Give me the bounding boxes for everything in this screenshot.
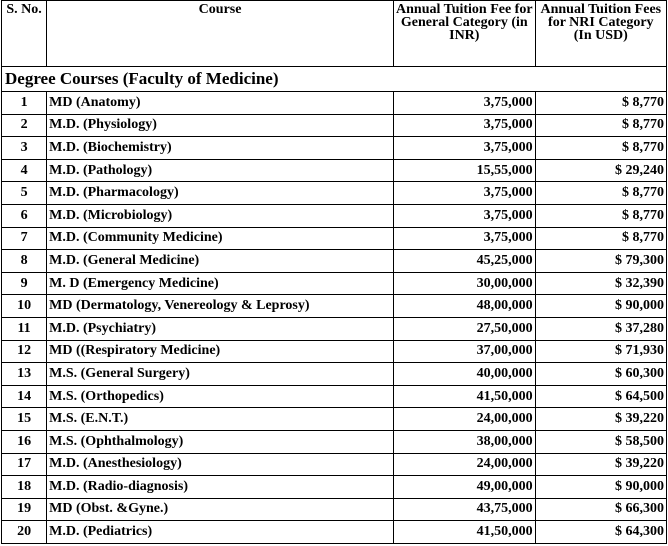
row-course: M.D. (Physiology) — [47, 114, 394, 137]
row-course: M.D. (Pediatrics) — [47, 521, 394, 544]
row-sno: 16 — [2, 430, 47, 453]
table-row — [2, 430, 667, 453]
row-sno: 13 — [2, 363, 47, 386]
row-sno: 15 — [2, 408, 47, 431]
row-inr-fee: 41,50,000 — [394, 385, 536, 408]
header-nri-fee: Annual Tuition Fees for NRI Category (In USD) — [535, 1, 666, 67]
table-row — [2, 498, 667, 521]
row-course: MD (Dermatology, Venereology & Leprosy) — [47, 295, 394, 318]
row-inr-fee: 38,00,000 — [394, 430, 536, 453]
table-row — [2, 137, 667, 160]
row-course: M.S. (Ophthalmology) — [47, 430, 394, 453]
row-sno: 8 — [2, 250, 47, 273]
row-course: MD ((Respiratory Medicine) — [47, 340, 394, 363]
row-course: M.D. (Anesthesiology) — [47, 453, 394, 476]
row-nri-fee: $ 8,770 — [535, 204, 666, 227]
row-inr-fee: 24,00,000 — [394, 408, 536, 431]
row-course: MD (Anatomy) — [47, 92, 394, 115]
table-row — [2, 476, 667, 499]
row-nri-fee: $ 60,300 — [535, 363, 666, 386]
row-inr-fee: 3,75,000 — [394, 137, 536, 160]
row-inr-fee: 30,00,000 — [394, 272, 536, 295]
table-row — [2, 521, 667, 544]
row-nri-fee: $ 32,390 — [535, 272, 666, 295]
row-nri-fee: $ 29,240 — [535, 159, 666, 182]
row-nri-fee: $ 39,220 — [535, 453, 666, 476]
row-course: M.S. (E.N.T.) — [47, 408, 394, 431]
row-inr-fee: 15,55,000 — [394, 159, 536, 182]
table-row — [2, 114, 667, 137]
row-inr-fee: 27,50,000 — [394, 317, 536, 340]
row-nri-fee: $ 8,770 — [535, 114, 666, 137]
row-course: M.D. (General Medicine) — [47, 250, 394, 273]
row-sno: 20 — [2, 521, 47, 544]
row-sno: 2 — [2, 114, 47, 137]
row-course: M.D. (Psychiatry) — [47, 317, 394, 340]
row-sno: 1 — [2, 92, 47, 115]
row-sno: 7 — [2, 227, 47, 250]
row-sno: 9 — [2, 272, 47, 295]
header-course: Course — [47, 1, 394, 67]
row-nri-fee: $ 8,770 — [535, 92, 666, 115]
row-inr-fee: 24,00,000 — [394, 453, 536, 476]
row-sno: 5 — [2, 182, 47, 205]
row-sno: 3 — [2, 137, 47, 160]
header-sno: S. No. — [2, 1, 47, 67]
row-nri-fee: $ 71,930 — [535, 340, 666, 363]
row-sno: 12 — [2, 340, 47, 363]
row-course: M.D. (Biochemistry) — [47, 137, 394, 160]
row-nri-fee: $ 8,770 — [535, 182, 666, 205]
row-sno: 10 — [2, 295, 47, 318]
row-nri-fee: $ 8,770 — [535, 137, 666, 160]
section-row — [2, 67, 667, 92]
row-nri-fee: $ 90,000 — [535, 476, 666, 499]
table-row — [2, 340, 667, 363]
row-inr-fee: 48,00,000 — [394, 295, 536, 318]
table-row — [2, 385, 667, 408]
table-row — [2, 182, 667, 205]
row-sno: 6 — [2, 204, 47, 227]
row-course: M.S. (Orthopedics) — [47, 385, 394, 408]
row-sno: 14 — [2, 385, 47, 408]
fee-table — [1, 0, 667, 544]
row-course: M.D. (Community Medicine) — [47, 227, 394, 250]
row-inr-fee: 41,50,000 — [394, 521, 536, 544]
row-course: M.S. (General Surgery) — [47, 363, 394, 386]
row-nri-fee: $ 64,300 — [535, 521, 666, 544]
row-nri-fee: $ 66,300 — [535, 498, 666, 521]
row-inr-fee: 3,75,000 — [394, 114, 536, 137]
row-inr-fee: 43,75,000 — [394, 498, 536, 521]
table-row — [2, 295, 667, 318]
header-inr-fee: Annual Tuition Fee for General Category (in INR) — [394, 1, 536, 67]
section-title: Degree Courses (Faculty of Medicine) — [2, 67, 667, 92]
row-sno: 11 — [2, 317, 47, 340]
row-course: MD (Obst. &Gyne.) — [47, 498, 394, 521]
table-row — [2, 159, 667, 182]
row-course: M.D. (Radio-diagnosis) — [47, 476, 394, 499]
table-header-row — [2, 1, 667, 67]
row-nri-fee: $ 37,280 — [535, 317, 666, 340]
row-inr-fee: 40,00,000 — [394, 363, 536, 386]
row-nri-fee: $ 79,300 — [535, 250, 666, 273]
row-sno: 19 — [2, 498, 47, 521]
row-inr-fee: 3,75,000 — [394, 227, 536, 250]
row-nri-fee: $ 8,770 — [535, 227, 666, 250]
row-sno: 18 — [2, 476, 47, 499]
table-row — [2, 453, 667, 476]
row-sno: 17 — [2, 453, 47, 476]
row-inr-fee: 37,00,000 — [394, 340, 536, 363]
row-course: M. D (Emergency Medicine) — [47, 272, 394, 295]
row-inr-fee: 3,75,000 — [394, 182, 536, 205]
table-row — [2, 272, 667, 295]
table-row — [2, 227, 667, 250]
row-nri-fee: $ 64,500 — [535, 385, 666, 408]
table-row — [2, 250, 667, 273]
row-course: M.D. (Microbiology) — [47, 204, 394, 227]
table-row — [2, 92, 667, 115]
row-inr-fee: 3,75,000 — [394, 204, 536, 227]
row-nri-fee: $ 58,500 — [535, 430, 666, 453]
row-inr-fee: 49,00,000 — [394, 476, 536, 499]
table-row — [2, 408, 667, 431]
table-row — [2, 204, 667, 227]
row-sno: 4 — [2, 159, 47, 182]
row-course: M.D. (Pathology) — [47, 159, 394, 182]
table-row — [2, 317, 667, 340]
row-inr-fee: 3,75,000 — [394, 92, 536, 115]
row-inr-fee: 45,25,000 — [394, 250, 536, 273]
row-nri-fee: $ 39,220 — [535, 408, 666, 431]
row-course: M.D. (Pharmacology) — [47, 182, 394, 205]
row-nri-fee: $ 90,000 — [535, 295, 666, 318]
table-row — [2, 363, 667, 386]
